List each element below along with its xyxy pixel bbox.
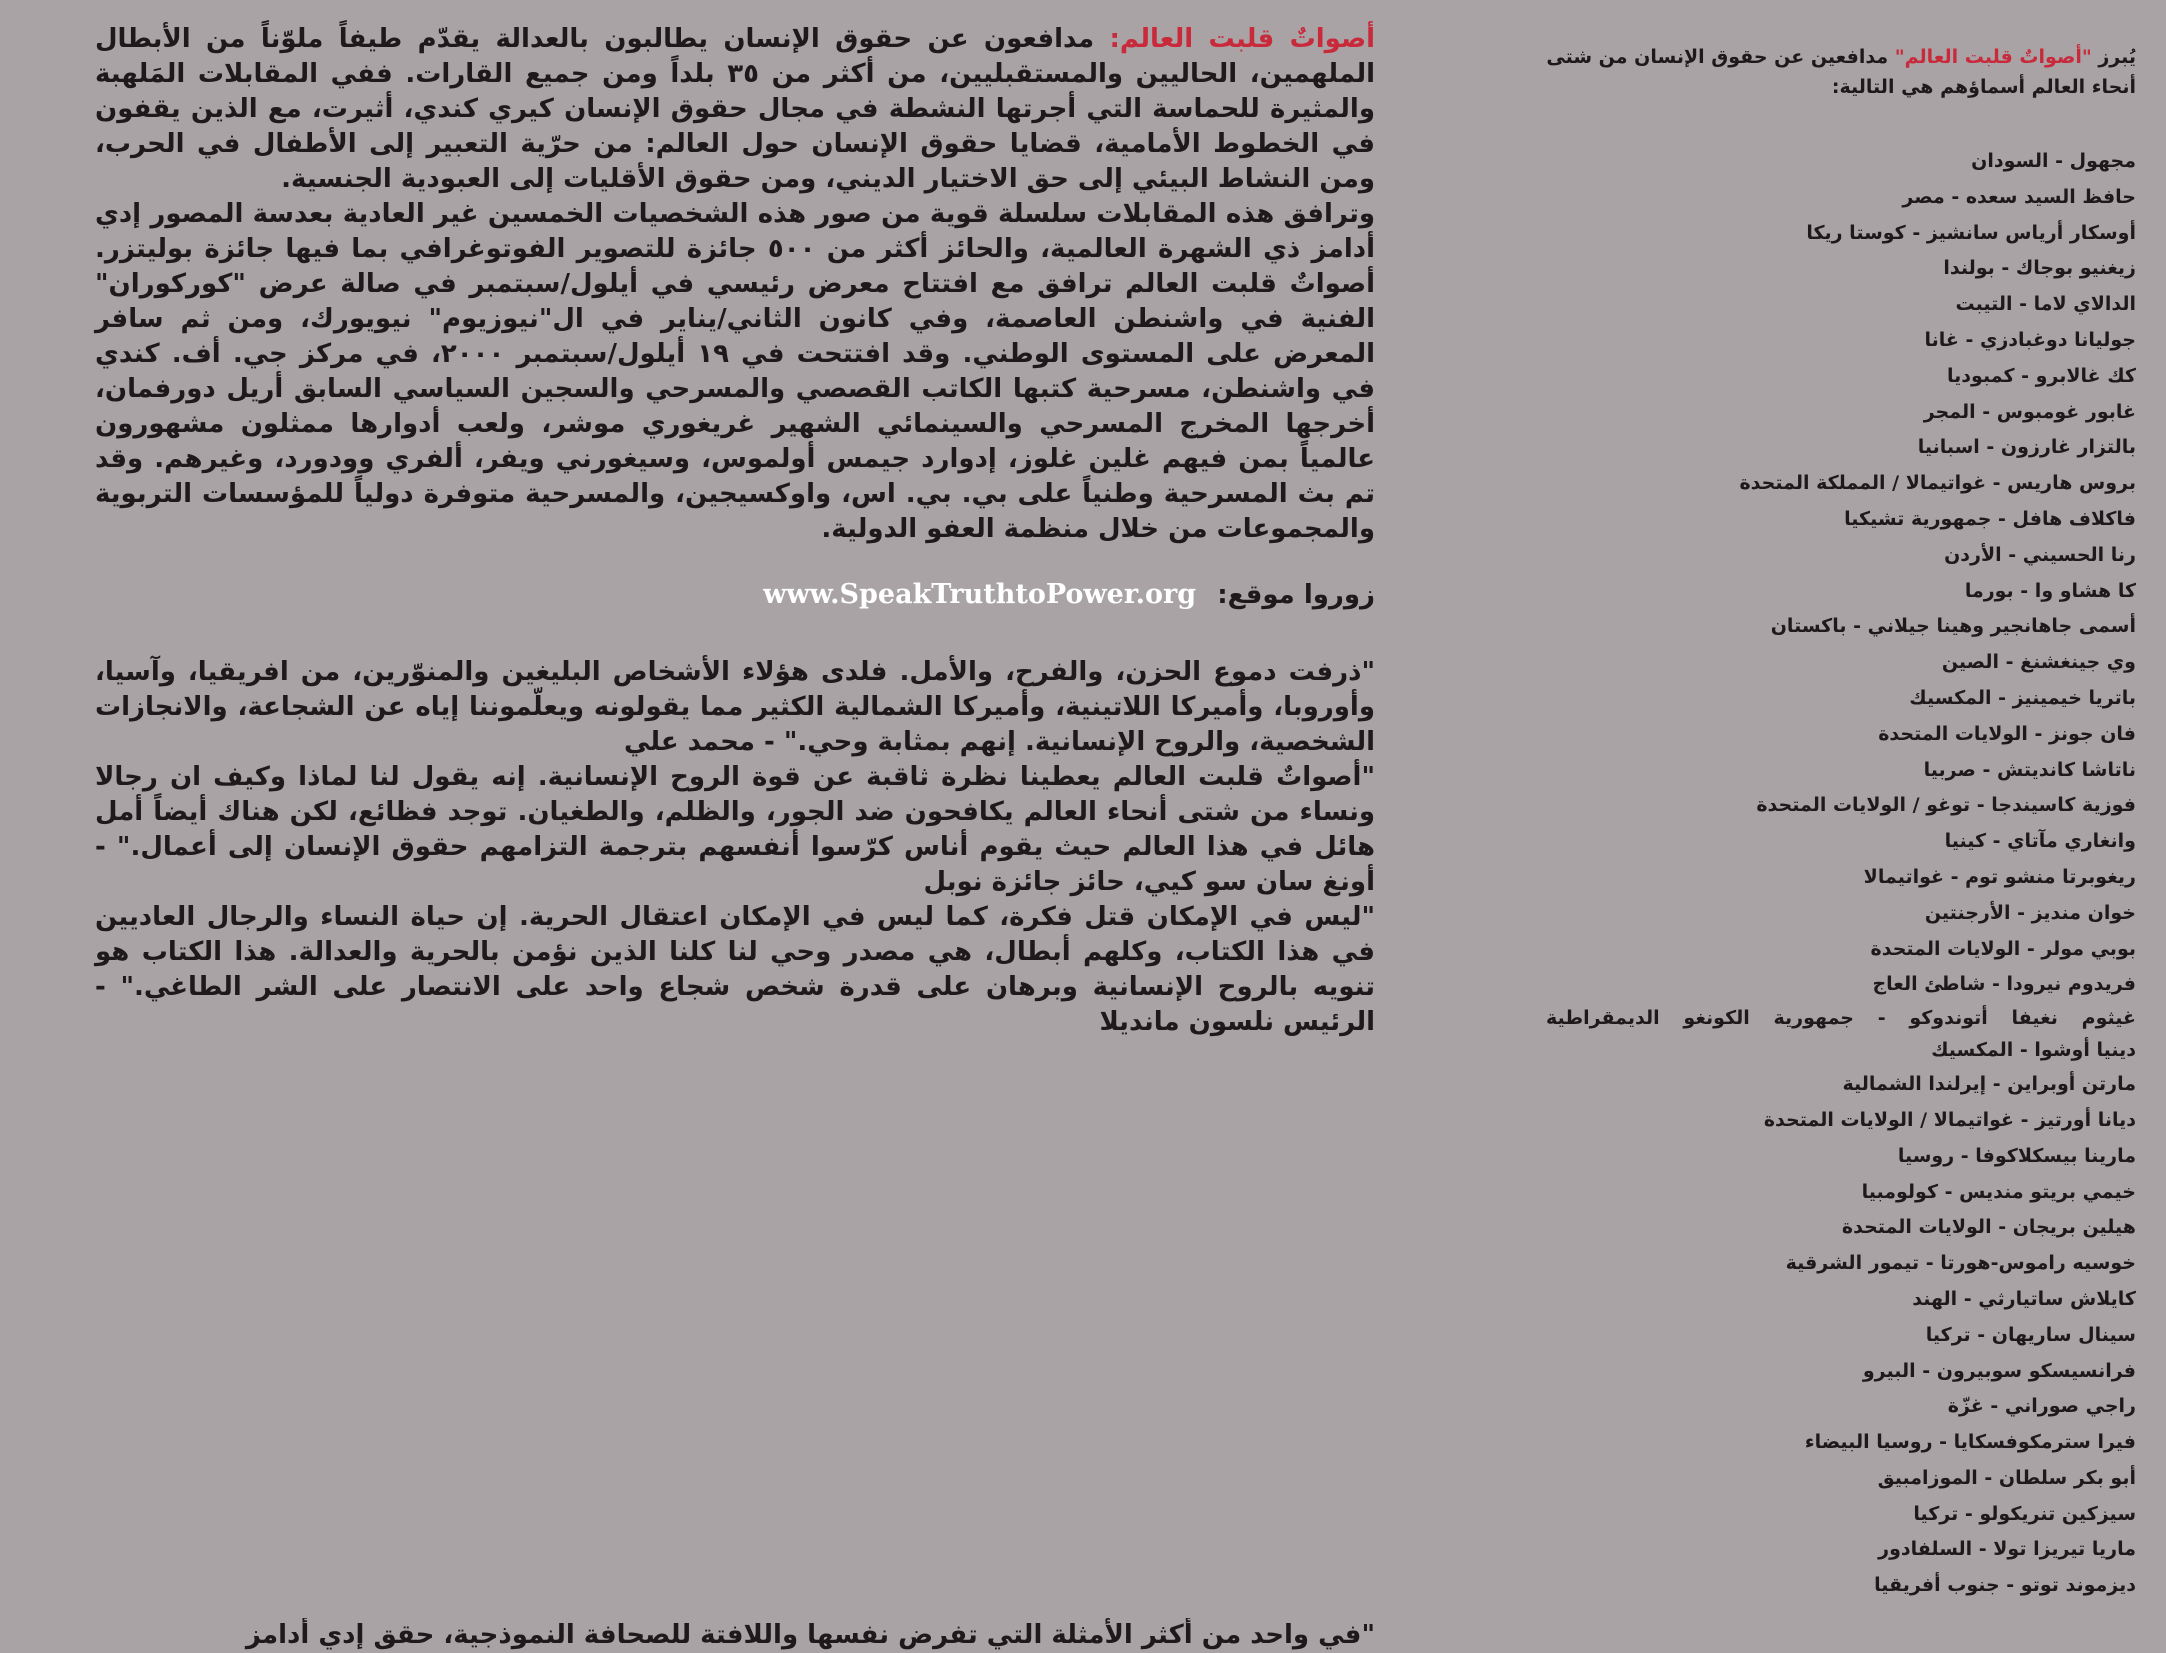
list-item: خيمي بريتو منديس - كولومبيا — [1861, 1180, 2136, 1203]
defenders-sidebar — [1546, 42, 2136, 1604]
list-item: ناتاشا كانديتش - صربيا — [1923, 758, 2136, 781]
list-item: كايلاش ساتيارثي - الهند — [1912, 1287, 2136, 1310]
sidebar-intro-suffix: مدافعين عن حقوق الإنسان من شتى أنحاء العالم أسماؤهم هي التالية: — [1546, 46, 2136, 98]
list-item: غيثوم نغيفا أتوندوكو - جمهورية الكونغو الديمقراطية — [1546, 1007, 2136, 1030]
visit-label: زوروا موقع: — [1217, 580, 1375, 610]
quote-aung-san-suu-kyi: "أصواتٌ قلبت العالم يعطينا نظرة ثاقبة عن قوة الروح الإنسانية. إنه يقول لنا لماذا وكيف ان رجالا ونساء من شتى أنحاء العالم يكافحون ضد الجور، والظلم، والطغيان. توجد فظائع، لكن هناك أيضاً أمل هائل في هذا العالم حيث يقوم أناس كرّسوا أنفسهم بترجمة التزامهم حقوق الإنسان إلى أعمال." - أونغ سان سو كيي، حائز جائزة نوبل — [95, 762, 1375, 897]
list-item: فرانسيسكو سوبيرون - البيرو — [1862, 1359, 2136, 1382]
website-link[interactable]: www.SpeakTruthtoPower.org — [763, 579, 1197, 610]
list-item: الدالاي لاما - التيبت — [1955, 293, 2136, 316]
description-paragraph: وترافق هذه المقابلات سلسلة قوية من صور هذه الشخصيات الخمسين غير العادية بعدسة المصور إدي أدامز ذي الشهرة العالمية، والحائز أكثر من ٥٠٠ جائزة للتصوير الفوتوغرافي بما فيها جائزة بوليتزر. أصواتٌ قلبت العالم ترافق مع افتتاح معرض رئيسي في أيلول/سبتمبر في صالة عرض "كوركوران" الفنية في واشنطن العاصمة، وفي كانون الثاني/يناير في ال"نيوزيوم" نيويورك، ومن ثم سافر المعرض على المستوى الوطني. وقد افتتحت في ١٩ أيلول/سبتمبر ٢٠٠٠، في مركز جي. أف. كندي في واشنطن، مسرحية كتبها الكاتب القصصي والمسرحي والسجين السياسي السابق أريل دورفمان، أخرجها المخرج المسرحي والسينمائي الشهير غريغوري موشر، ولعب أدوارها ممثلون مشهورون عالمياً بمن فيهم غلين غلوز، إدوارد جيمس أولموس، وسيغورني ويفر، ألفري وودورد، وغيرهم. وقد تم بث المسرحية وطنياً على بي. بي. اس، واوكسيجين، والمسرحية متوفرة دولياً للمؤسسات التربوية والمجموعات من خلال منظمة العفو الدولية. — [95, 199, 1375, 544]
list-item: ديزموند توتو - جنوب أفريقيا — [1874, 1574, 2136, 1597]
list-item: كك غالابرو - كمبوديا — [1947, 364, 2136, 387]
list-item: خوسيه راموس-هورتا - تيمور الشرقية — [1785, 1252, 2136, 1275]
list-item: سينال ساريهان - تركيا — [1925, 1323, 2136, 1346]
list-item: بالتزار غارزون - اسبانيا — [1917, 436, 2136, 459]
list-item: ماريا تيريزا تولا - السلفادور — [1878, 1538, 2136, 1561]
quote-nelson-mandela: "ليس في الإمكان قتل فكرة، كما ليس في الإمكان اعتقال الحرية. إن حياة النساء والرجال العاديين في هذا الكتاب، وكلهم أبطال، هي مصدر وحي لنا كلنا الذين نؤمن بالحرية والعدالة. هذا الكتاب هو تنويه بالروح الإنسانية وبرهان على قدرة شخص شجاع واحد على الانتصار على الشر الطاغي." - الرئيس نلسون مانديلا — [95, 902, 1375, 1037]
list-item: فان جونز - الولايات المتحدة — [1878, 722, 2136, 745]
website-row — [95, 575, 1375, 615]
main-column — [95, 22, 1375, 1040]
sidebar-intro — [1546, 42, 2136, 102]
list-item: مارينا بيسكلاكوفا - روسيا — [1897, 1144, 2136, 1167]
quote-muhammad-ali: "ذرفت دموع الحزن، والفرح، والأمل. فلدى هؤلاء الأشخاص البليغين والمنوّرين، من افريقيا، وآسيا، وأوروبا، وأميركا اللاتينية، وأميركا الشمالية الكثير مما يقولونه ويعلّموننا إياه عن الشجاعة، والانجازات الشخصية، والروح الإنسانية. إنهم بمثابة وحي." - محمد علي — [95, 657, 1375, 757]
list-item: دينيا أوشوا - المكسيك — [1931, 1039, 2136, 1062]
list-item: فيرا سترمكوفسكايا - روسيا البيضاء — [1804, 1431, 2136, 1454]
list-item: هيلين بريجان - الولايات المتحدة — [1841, 1216, 2136, 1239]
intro-paragraph — [95, 22, 1375, 197]
list-item: فريدوم نيرودا - شاطئ العاج — [1872, 973, 2136, 996]
list-item: كا هشاو وا - بورما — [1964, 579, 2136, 602]
list-item: أبو بكر سلطان - الموزامبيق — [1877, 1466, 2136, 1489]
list-item: بروس هاريس - غواتيمالا / المملكة المتحدة — [1739, 472, 2136, 495]
list-item: وانغاري مآتاي - كينيا — [1944, 830, 2136, 853]
list-item: بوبي مولر - الولايات المتحدة — [1870, 937, 2136, 960]
cut-off-bottom-line: "في واحد من أكثر الأمثلة التي تفرض نفسها واللافتة للصحافة النموذجية، حقق إدي أدامز — [245, 1620, 1375, 1650]
list-item: باتريا خيمينيز - المكسيك — [1909, 686, 2136, 709]
defenders-list — [1546, 144, 2136, 1604]
list-item: راجي صوراني - غزّة — [1947, 1395, 2136, 1418]
list-item: جوليانا دوغبادزي - غانا — [1924, 328, 2136, 351]
intro-body: مدافعون عن حقوق الإنسان يطالبون بالعدالة يقدّم طيفاً ملوّناً من الأبطال الملهمين، الحاليين والمستقبليين، من أكثر من ٣٥ بلداً ومن جميع القارات. ففي المقابلات المَلهبة والمثيرة للحماسة التي أجرتها النشطة في مجال حقوق الإنسان كيري كندي، أثيرت، مع الذين يقفون في الخطوط الأمامية، قضايا حقوق الإنسان حول العالم: من حرّية التعبير إلى الأطفال في الحرب، ومن النشاط البيئي إلى حق الاختيار الديني، ومن حقوق الأقليات إلى العبودية الجنسية. — [95, 24, 1375, 194]
list-item: سيزكين تنريكولو - تركيا — [1913, 1502, 2136, 1525]
list-item: مجهول - السودان — [1971, 150, 2136, 172]
list-item: أوسكار أرياس سانشيز - كوستا ريكا — [1806, 221, 2136, 244]
list-item: حافظ السيد سعده - مصر — [1902, 185, 2136, 208]
list-item: فاكلاف هافل - جمهورية تشيكيا — [1844, 507, 2136, 530]
list-item: زيغنيو بوجاك - بولندا — [1943, 257, 2136, 280]
sidebar-book-title: "أصواتٌ قلبت العالم" — [1894, 46, 2092, 68]
list-item: مارتن أوبراين - إيرلندا الشمالية — [1842, 1073, 2136, 1096]
list-item: أسمى جاهانجير وهينا جيلاني - باكستان — [1770, 615, 2136, 638]
list-item: ديانا أورتيز - غواتيمالا / الولايات المتحدة — [1763, 1108, 2136, 1131]
list-item: رنا الحسيني - الأردن — [1944, 543, 2136, 566]
list-item: فوزية كاسيندجا - توغو / الولايات المتحدة — [1756, 794, 2136, 817]
list-item: ريغوبرتا منشو توم - غواتيمالا — [1863, 865, 2136, 888]
list-item: غابور غومبوس - المجر — [1923, 400, 2136, 423]
sidebar-intro-prefix: يُبرز — [2091, 46, 2136, 68]
list-item: وي جينغشنغ - الصين — [1941, 651, 2136, 674]
book-title-highlight: أصواتٌ قلبت العالم: — [1109, 24, 1375, 54]
list-item: خوان منديز - الأرجنتين — [1924, 901, 2136, 924]
